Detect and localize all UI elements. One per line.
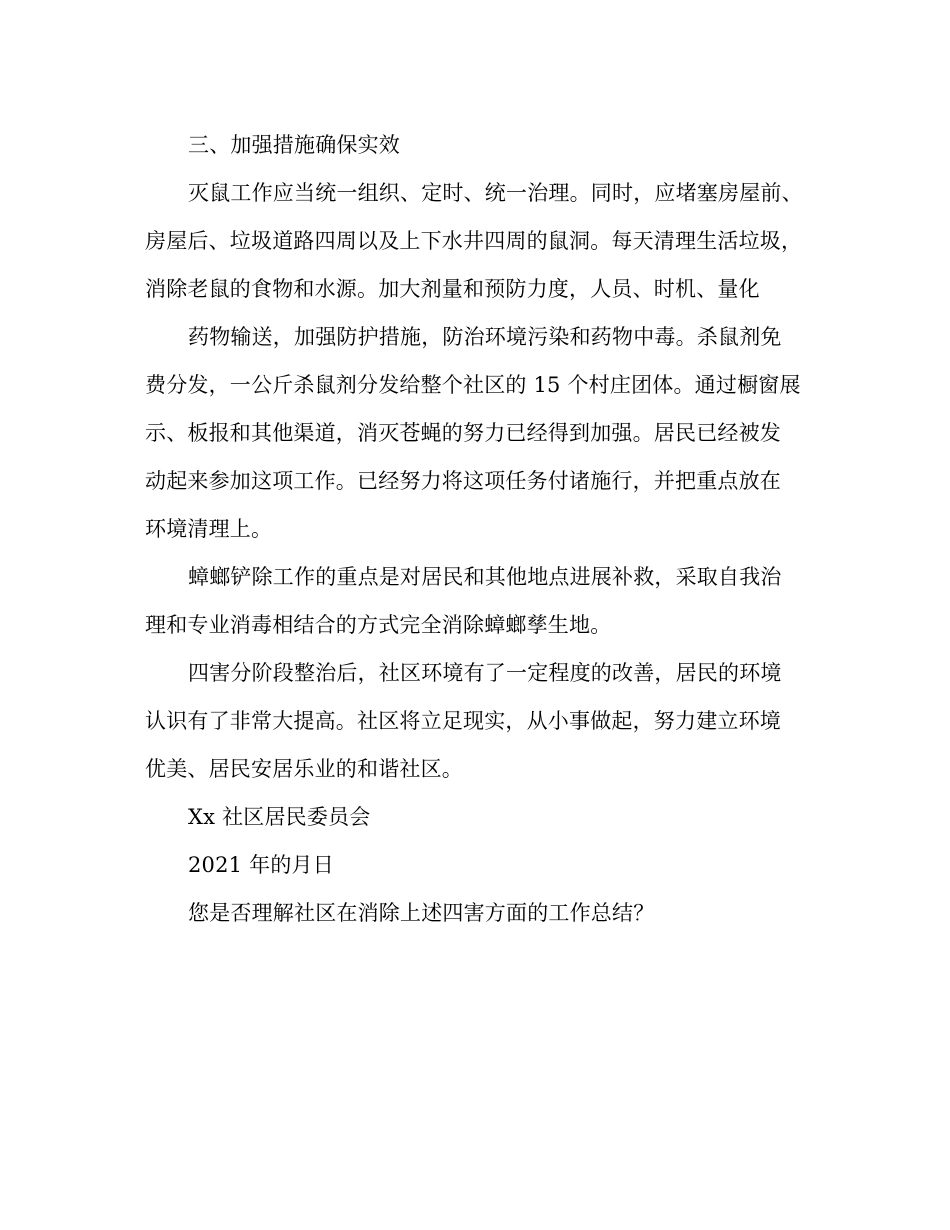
signature-line: Xx 社区居民委员会 <box>188 805 371 829</box>
paragraph-line: 动起来参加这项工作。已经努力将这项任务付诸施行，并把重点放在 <box>145 469 781 493</box>
paragraph-line: 认识有了非常大提高。社区将立足现实，从小事做起，努力建立环境 <box>145 709 781 733</box>
paragraph-line: 四害分阶段整治后，社区环境有了一定程度的改善，居民的环境 <box>188 661 782 685</box>
question-line: 您是否理解社区在消除上述四害方面的工作总结？ <box>188 901 655 925</box>
date-line: 2021 年的月日 <box>188 853 334 877</box>
paragraph-line: 优美、居民安居乐业的和谐社区。 <box>145 757 463 781</box>
paragraph-line: 理和专业消毒相结合的方式完全消除蟑螂孳生地。 <box>145 613 612 637</box>
paragraph-line: 蟑螂铲除工作的重点是对居民和其他地点进展补救，采取自我治 <box>188 565 782 589</box>
paragraph-line: 环境清理上。 <box>145 517 273 541</box>
paragraph-line: 消除老鼠的食物和水源。加大剂量和预防力度，人员、时机、量化 <box>145 277 760 301</box>
paragraph-line: 房屋后、垃圾道路四周以及上下水井四周的鼠洞。每天清理生活垃圾， <box>145 229 803 253</box>
paragraph-line: 费分发，一公斤杀鼠剂分发给整个社区的 15 个村庄团体。通过橱窗展 <box>145 373 801 397</box>
section-heading: 三、加强措施确保实效 <box>188 133 400 157</box>
paragraph-line: 药物输送，加强防护措施，防治环境污染和药物中毒。杀鼠剂免 <box>188 325 782 349</box>
paragraph-line: 灭鼠工作应当统一组织、定时、统一治理。同时，应堵塞房屋前、 <box>188 181 803 205</box>
paragraph-line: 示、板报和其他渠道，消灭苍蝇的努力已经得到加强。居民已经被发 <box>145 421 781 445</box>
